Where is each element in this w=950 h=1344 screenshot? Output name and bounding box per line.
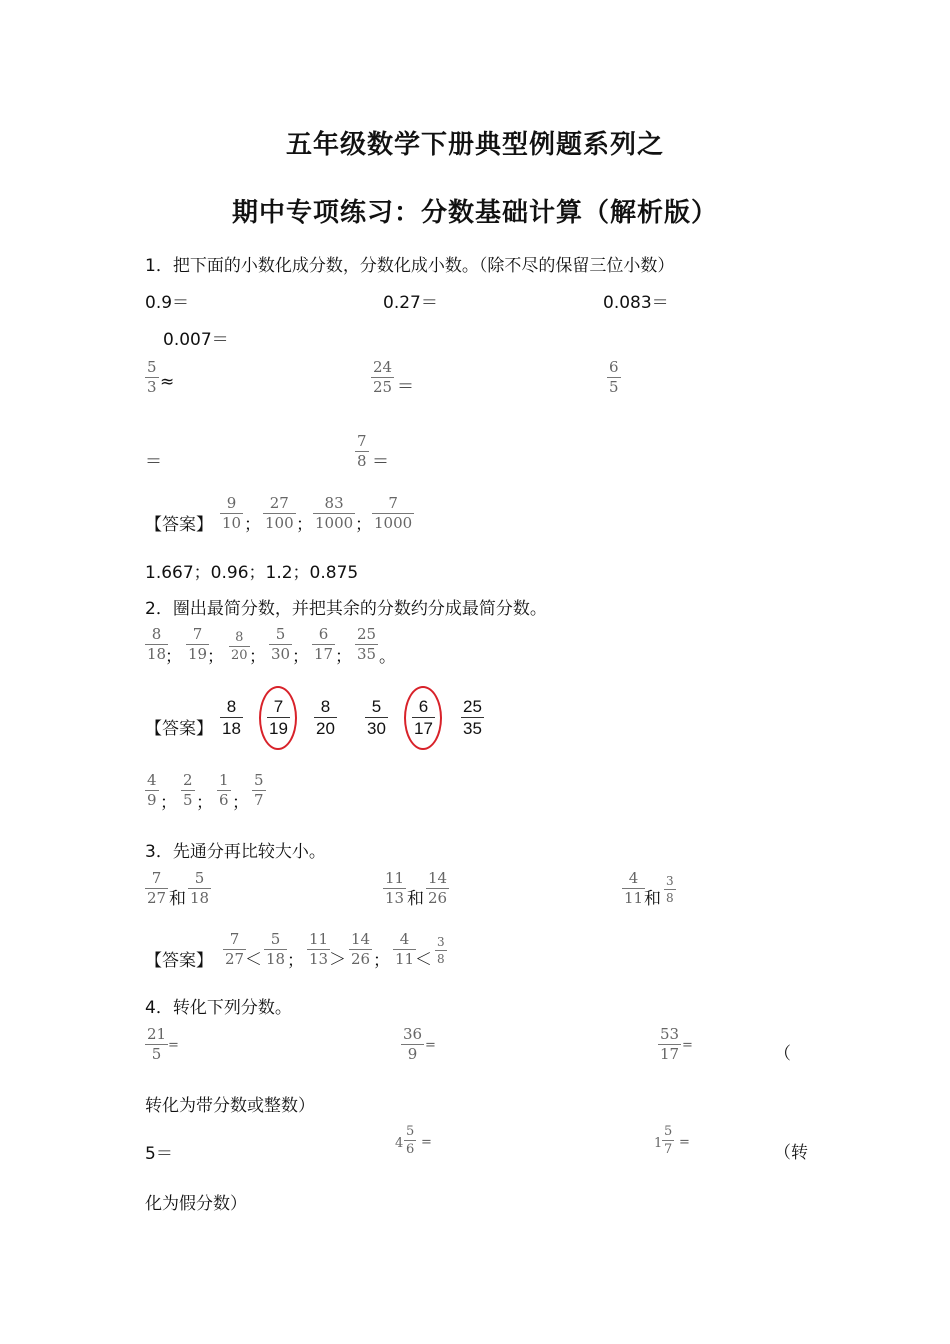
q1-answer-sep-1: ； xyxy=(244,515,261,535)
q3-answer-sep-2: ； xyxy=(373,951,390,971)
q4-mixed-2-frac: 5 7 xyxy=(664,1124,673,1157)
q1-fraction-1: 5 3 xyxy=(147,358,157,396)
q2-reduced-4: 5 7 xyxy=(254,771,264,809)
q3-answer-label: 【答案】 xyxy=(145,951,213,971)
q4-mixed-2-whole: 1 xyxy=(654,1136,663,1151)
q2-reduced-3: 1 6 xyxy=(219,771,229,809)
q3-prompt: 3．先通分再比较大小。 xyxy=(145,842,326,862)
q2-fraction-3: 8 20 xyxy=(231,630,248,663)
q4-fraction-2: 36 9 xyxy=(403,1025,423,1063)
q2-fraction-6: 25 35 xyxy=(357,625,377,663)
q1-item-1: 0.9＝ xyxy=(145,293,190,313)
q4-paren-2: （转 xyxy=(774,1143,808,1163)
q1-answer-label: 【答案】 xyxy=(145,515,213,535)
q3-answer1-compare: ＜ xyxy=(245,950,262,970)
q3-pair2-a: 11 13 xyxy=(385,869,405,907)
q1-item-3: 0.083＝ xyxy=(603,293,669,313)
q2-sep-4: ； xyxy=(292,647,309,667)
q2-fraction-4: 5 30 xyxy=(271,625,291,663)
q3-answer2-compare: ＞ xyxy=(329,950,346,970)
q1-item-4: 0.007＝ xyxy=(163,330,229,350)
q4-fraction-3-equals: = xyxy=(682,1038,693,1053)
q1-answer-frac-3: 83 1000 xyxy=(315,494,354,532)
q2-fraction-5: 6 17 xyxy=(314,625,334,663)
q4-mixed-1-whole: 4 xyxy=(395,1136,404,1151)
q4-note-2: 化为假分数） xyxy=(145,1194,247,1214)
q1-stray-equals: ＝ xyxy=(145,452,162,472)
q4-fraction-3: 53 17 xyxy=(660,1025,680,1063)
q4-mixed-1-frac: 5 6 xyxy=(406,1124,415,1157)
q2-answer-frac-4: 5 30 xyxy=(367,697,386,738)
q4-whole-5: 5＝ xyxy=(145,1144,173,1164)
q2-end-mark: 。 xyxy=(379,647,396,667)
q3-pair1-b: 5 18 xyxy=(190,869,210,907)
q3-pair3-and: 和 xyxy=(644,889,661,909)
q2-answer-frac-3: 8 20 xyxy=(316,697,335,738)
q2-reduced-sep-3: ； xyxy=(232,793,249,813)
q3-answer-sep-1: ； xyxy=(287,951,304,971)
q2-sep-1: ； xyxy=(165,647,182,667)
q4-fraction-1: 21 5 xyxy=(147,1025,167,1063)
q2-reduced-sep-1: ； xyxy=(160,793,177,813)
q3-answer3-b: 3 8 xyxy=(437,935,445,966)
q4-fraction-2-equals: = xyxy=(425,1038,436,1053)
q3-answer1-b: 5 18 xyxy=(266,930,286,968)
q2-answer-frac-1: 8 18 xyxy=(222,697,241,738)
q4-note-1: 转化为带分数或整数） xyxy=(145,1096,315,1116)
q1-prompt: 1．把下面的小数化成分数，分数化成小数。（除不尽的保留三位小数） xyxy=(145,256,675,276)
q3-answer2-b: 14 26 xyxy=(351,930,371,968)
q1-answer-sep-3: ； xyxy=(355,515,372,535)
q1-fraction-4-sign: ＝ xyxy=(372,452,389,472)
q1-fraction-4: 7 8 xyxy=(357,432,367,470)
q3-answer3-a: 4 11 xyxy=(395,930,415,968)
q1-answer-sep-2: ； xyxy=(296,515,313,535)
q4-prompt: 4．转化下列分数。 xyxy=(145,998,292,1018)
q4-mixed-1-equals: = xyxy=(421,1135,432,1150)
q1-fraction-3: 6 5 xyxy=(609,358,619,396)
q2-reduced-sep-2: ； xyxy=(196,793,213,813)
q2-fraction-1: 8 18 xyxy=(147,625,167,663)
q3-pair3-b: 3 8 xyxy=(666,874,674,905)
q1-answer-frac-2: 27 100 xyxy=(265,494,294,532)
q3-pair2-and: 和 xyxy=(407,889,424,909)
q3-answer1-a: 7 27 xyxy=(225,930,245,968)
page-title-1: 五年级数学下册典型例题系列之 xyxy=(285,130,664,160)
q1-fraction-2: 24 25 xyxy=(373,358,393,396)
q1-answer-frac-1: 9 10 xyxy=(222,494,242,532)
q4-mixed-2-equals: = xyxy=(679,1135,690,1150)
q2-reduced-2: 2 5 xyxy=(183,771,193,809)
q3-answer3-compare: ＜ xyxy=(415,950,432,970)
q2-sep-2: ； xyxy=(207,647,224,667)
q2-answer-label: 【答案】 xyxy=(145,719,213,739)
q4-paren-open: （ xyxy=(774,1044,791,1064)
q3-pair1-and: 和 xyxy=(169,889,186,909)
q1-answer-decimals: 1.667；0.96；1.2；0.875 xyxy=(145,563,359,583)
q2-sep-5: ； xyxy=(335,647,352,667)
q2-fraction-2: 7 19 xyxy=(188,625,208,663)
q1-fraction-1-sign: ≈ xyxy=(160,372,175,392)
q2-answer-frac-2: 7 19 xyxy=(269,697,288,738)
q2-sep-3: ； xyxy=(249,647,266,667)
q1-fraction-2-sign: ＝ xyxy=(397,377,414,397)
q3-pair2-b: 14 26 xyxy=(428,869,448,907)
q3-answer2-a: 11 13 xyxy=(309,930,329,968)
q3-pair1-a: 7 27 xyxy=(147,869,167,907)
q2-prompt: 2．圈出最简分数，并把其余的分数约分成最简分数。 xyxy=(145,599,547,619)
q1-item-2: 0.27＝ xyxy=(383,293,438,313)
q2-reduced-1: 4 9 xyxy=(147,771,157,809)
q3-pair3-a: 4 11 xyxy=(624,869,644,907)
q2-answer-frac-5: 6 17 xyxy=(414,697,433,738)
q4-fraction-1-equals: = xyxy=(168,1038,179,1053)
q1-answer-frac-4: 7 1000 xyxy=(374,494,413,532)
q2-answer-frac-6: 25 35 xyxy=(463,697,482,738)
page-title-2: 期中专项练习：分数基础计算（解析版） xyxy=(231,198,718,228)
